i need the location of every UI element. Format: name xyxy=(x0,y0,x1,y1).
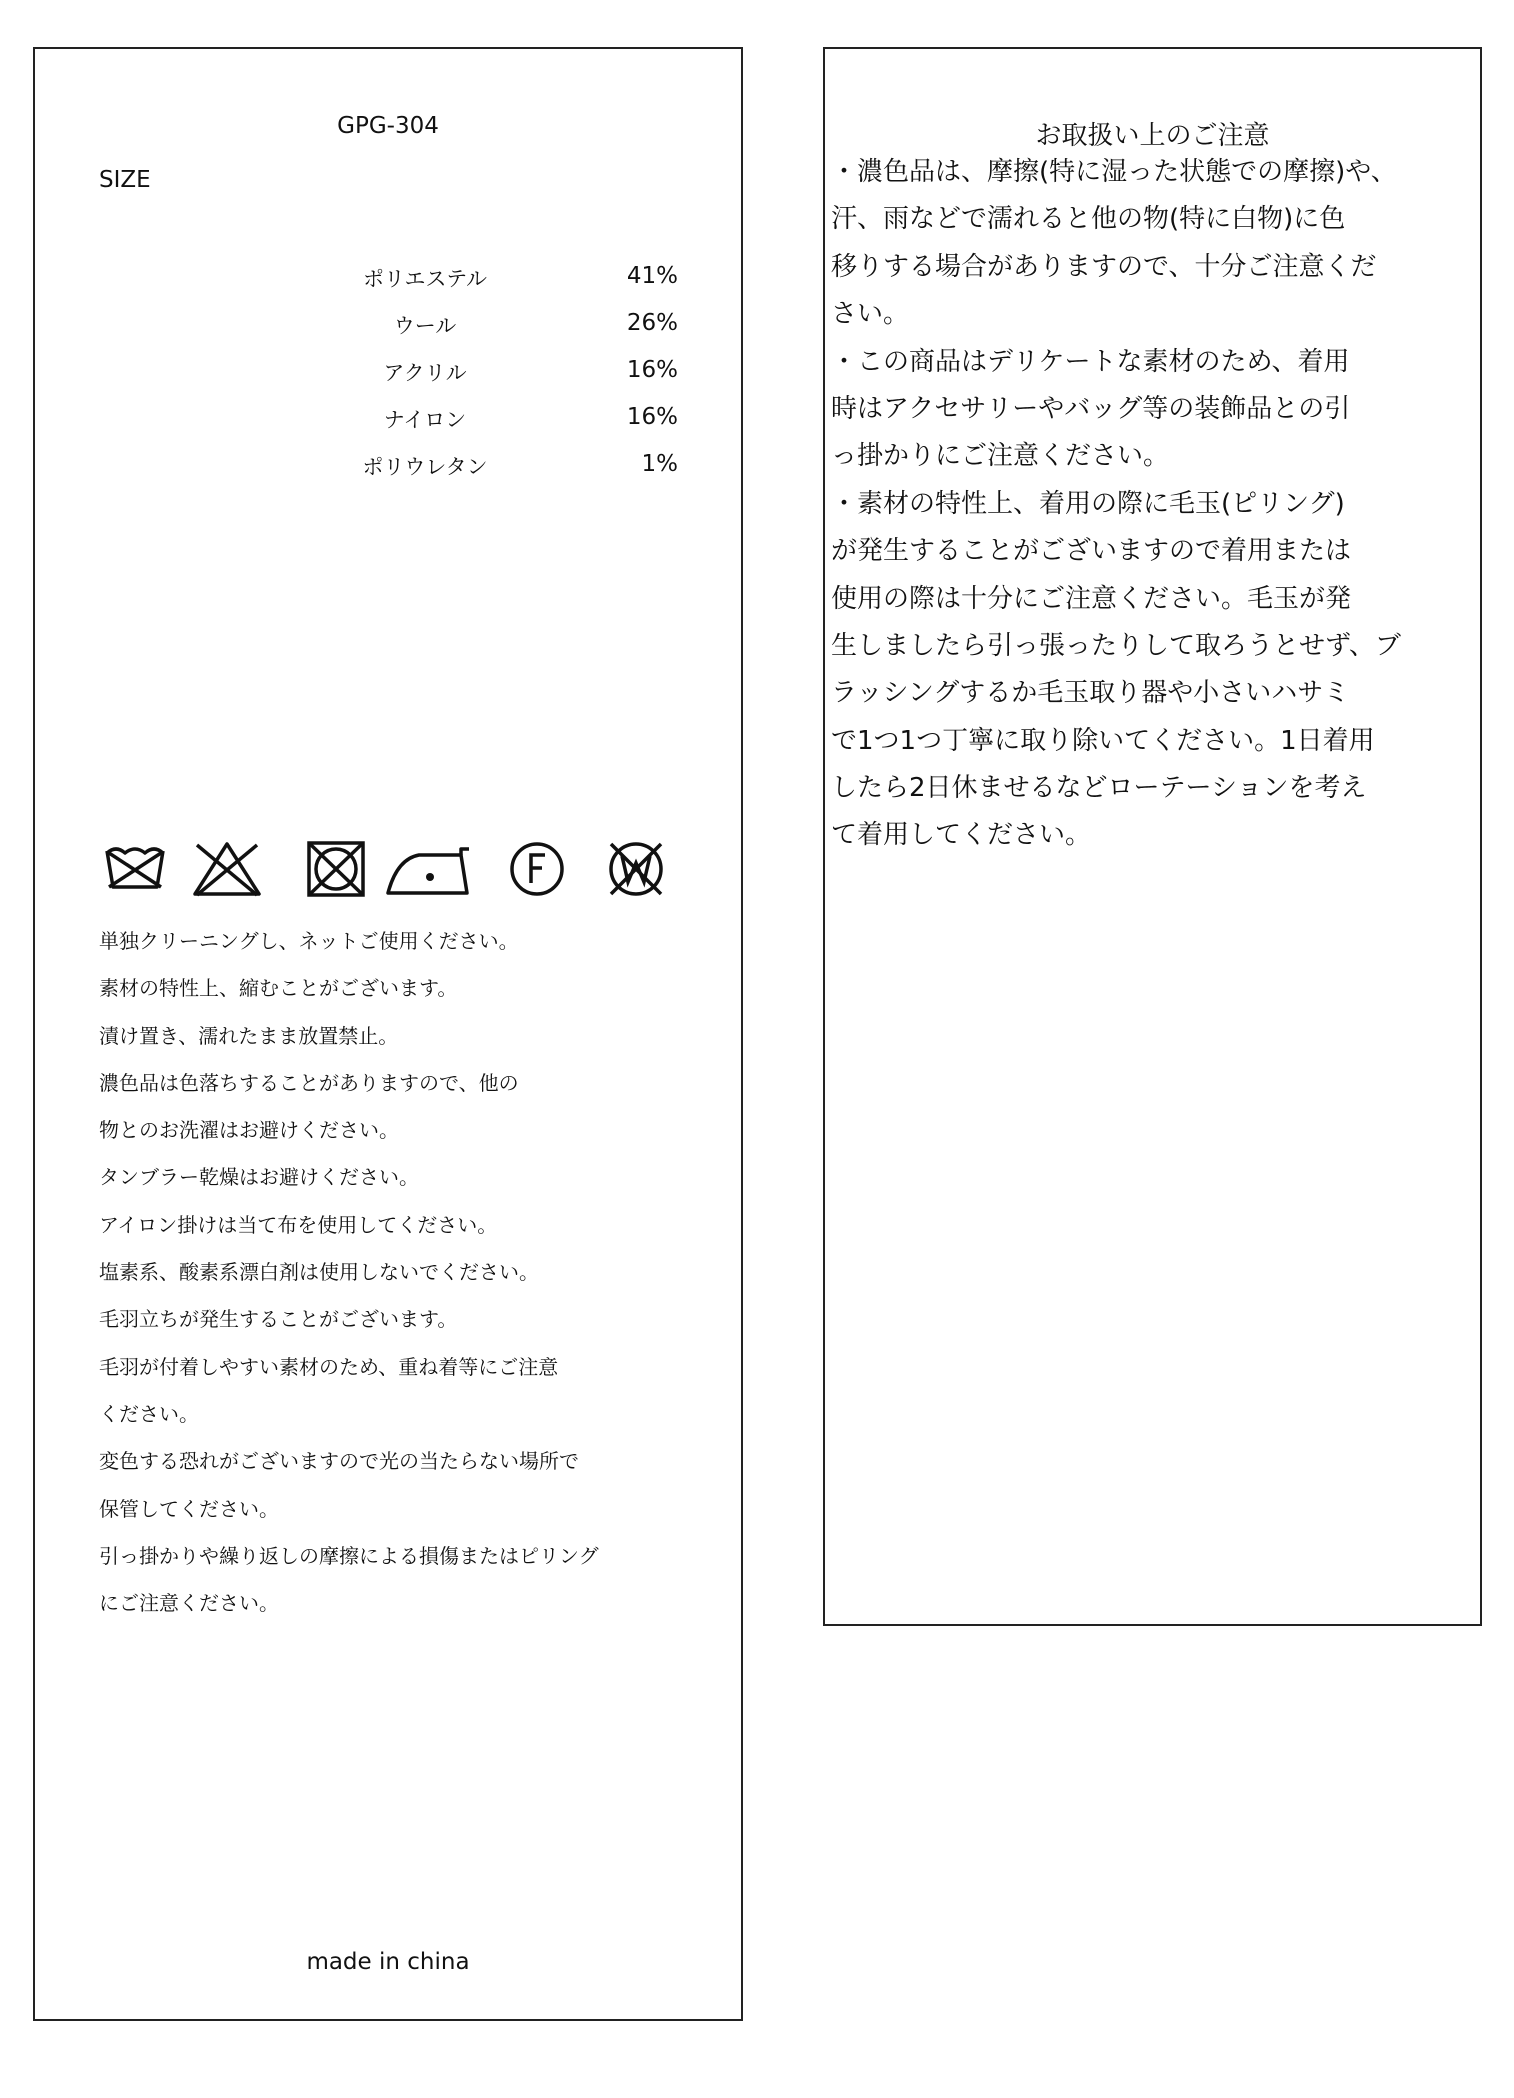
instruction-line: 保管してください。 xyxy=(99,1496,279,1521)
notice-line: 移りする場合がありますので、十分ご注意くだ xyxy=(831,251,1377,282)
notice-line: ・この商品はデリケートな素材のため、着用 xyxy=(831,346,1350,377)
material-name: ポリウレタン xyxy=(362,455,488,479)
material-name: ナイロン xyxy=(383,408,467,432)
instruction-line: 塩素系、酸素系漂白剤は使用しないでください。 xyxy=(99,1260,539,1285)
notice-line: で1つ1つ丁寧に取り除いてください。1日着用 xyxy=(831,725,1375,756)
instruction-line: にご注意ください。 xyxy=(99,1591,279,1616)
notice-line: したら2日休ませるなどローテーションを考え xyxy=(831,773,1367,804)
composition-row xyxy=(35,451,741,483)
notice-line: 生しましたら引っ張ったりして取ろうとせず、ブ xyxy=(831,630,1401,661)
material-name: アクリル xyxy=(383,361,467,385)
instruction-line: アイロン掛けは当て布を使用してください。 xyxy=(99,1212,498,1237)
notice-line: 時はアクセサリーやバッグ等の装飾品との引 xyxy=(831,393,1351,424)
material-percent: 41% xyxy=(626,263,678,289)
instruction-line: 変色する恐れがございますので光の当たらない場所で xyxy=(99,1449,579,1474)
instruction-line: 濃色品は色落ちすることがありますので、他の xyxy=(99,1070,519,1095)
instruction-line: 毛羽立ちが発生することがございます。 xyxy=(99,1307,458,1332)
material-percent: 16% xyxy=(626,404,678,430)
notice-line: っ掛かりにご注意ください。 xyxy=(831,441,1170,472)
instruction-line: 毛羽が付着しやすい素材のため、重ね着等にご注意 xyxy=(99,1354,559,1379)
material-percent: 26% xyxy=(626,310,678,336)
notice-line: ラッシングするか毛玉取り器や小さいハサミ xyxy=(831,678,1350,709)
notice-body xyxy=(831,149,1471,860)
instruction-line: 物とのお洗濯はお避けください。 xyxy=(99,1118,399,1143)
notice-title: お取扱い上のご注意 xyxy=(1035,121,1270,151)
care-label-left xyxy=(33,47,743,2021)
bleach-prohibited-icon xyxy=(191,839,263,899)
instruction-line: ください。 xyxy=(99,1401,199,1426)
composition-row xyxy=(35,310,741,342)
dry-clean-f-icon xyxy=(507,839,567,899)
composition-row xyxy=(35,357,741,389)
instruction-line: 単独クリーニングし、ネットご使用ください。 xyxy=(99,929,519,953)
hand-wash-prohibited-icon xyxy=(103,839,167,899)
instruction-line: 漬け置き、濡れたまま放置禁止。 xyxy=(99,1023,399,1048)
instruction-line: タンブラー乾燥はお避けください。 xyxy=(99,1165,419,1190)
notice-line: 汗、雨などで濡れると他の物(特に白物)に色 xyxy=(831,204,1346,235)
care-instructions xyxy=(99,918,719,1627)
notice-line: ・素材の特性上、着用の際に毛玉(ピリング) xyxy=(831,488,1345,519)
material-percent: 16% xyxy=(626,357,678,383)
composition-row xyxy=(35,263,741,295)
product-code: GPG-304 xyxy=(337,113,439,139)
care-symbols xyxy=(103,839,683,899)
country-of-origin: made in china xyxy=(306,1949,470,1975)
material-name: ポリエステル xyxy=(362,267,488,291)
notice-line: さい。 xyxy=(831,299,910,330)
care-label-right xyxy=(823,47,1482,1626)
notice-line: が発生することがございますので着用または xyxy=(831,536,1352,567)
instruction-line: 素材の特性上、縮むことがございます。 xyxy=(99,976,458,1001)
wet-clean-prohibited-icon xyxy=(603,839,669,899)
composition-row xyxy=(35,404,741,436)
notice-line: て着用してください。 xyxy=(831,820,1092,851)
material-name: ウール xyxy=(393,314,457,338)
instruction-line: 引っ掛かりや繰り返しの摩擦による損傷またはピリング xyxy=(99,1543,599,1568)
tumble-dry-prohibited-icon xyxy=(305,839,367,899)
iron-low-icon xyxy=(385,839,471,899)
notice-line: 使用の際は十分にご注意ください。毛玉が発 xyxy=(831,583,1352,614)
notice-line: ・濃色品は、摩擦(特に湿った状態での摩擦)や、 xyxy=(831,157,1397,187)
size-label: SIZE xyxy=(99,167,151,193)
material-percent: 1% xyxy=(641,451,678,477)
